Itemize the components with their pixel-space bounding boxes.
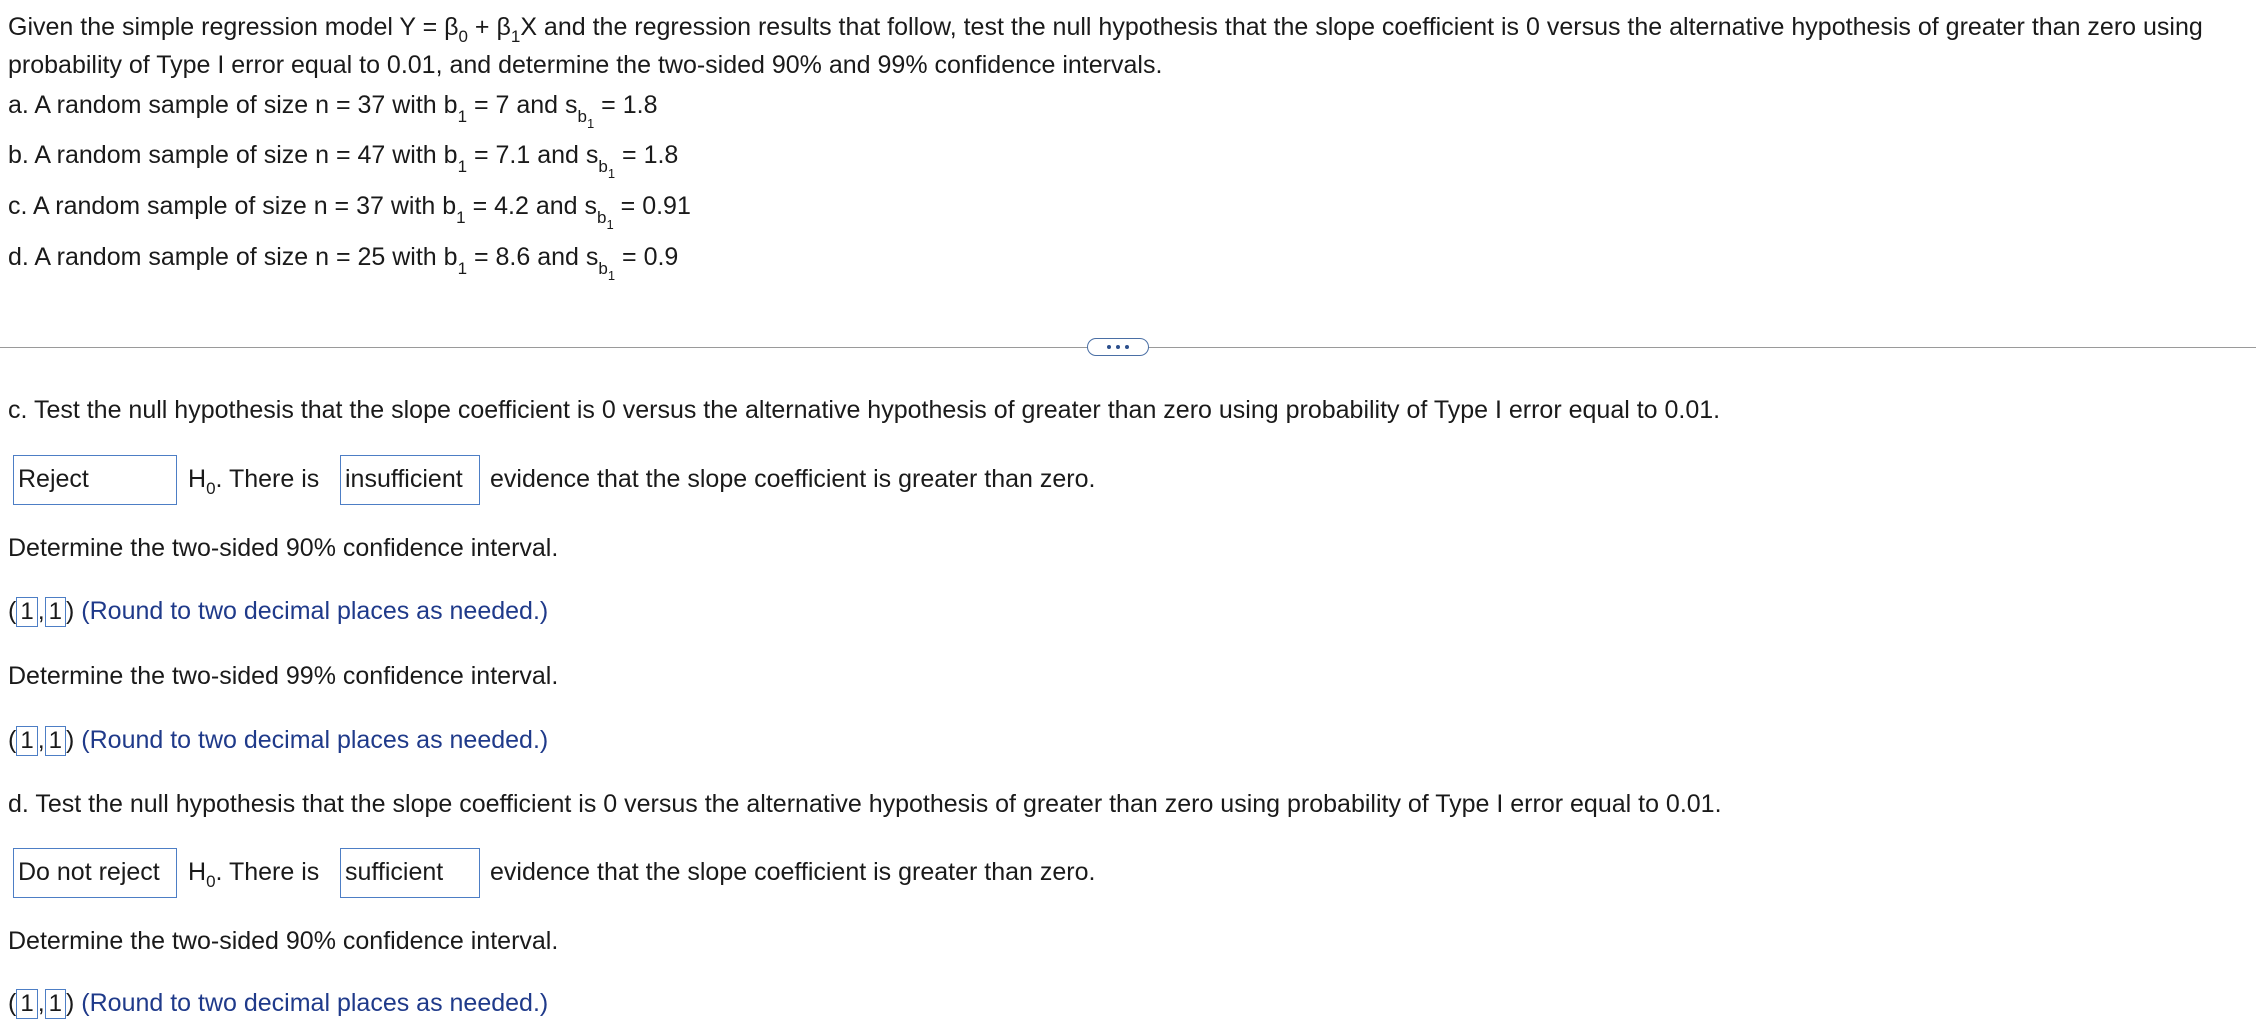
part-d-decision-dropdown[interactable]: Do not reject — [13, 848, 177, 898]
part-c-ci90-label: Determine the two-sided 90% confidence interval. — [8, 534, 559, 562]
problem-statement: Given the simple regression model $Y = \beta_0 + \beta_1X$ and the regression results that follow, test the null hypothesis that the slope coefficient is 0 versus the alternative hypothesis of greater than zero using probability of Type I error equal to 0.01, and determine the two-sided 90% and 99% confidence intervals. — [8, 13, 2203, 79]
case-a: a. A random sample of size n = 37 with $b_1 = 7$ and $s_{b_1} = 1.8$ — [8, 91, 658, 131]
part-c-ci99-lower-input[interactable]: 1 — [16, 726, 37, 756]
rounding-hint: (Round to two decimal places as needed.) — [81, 597, 549, 625]
part-c-ci90-lower-input[interactable]: 1 — [16, 597, 37, 627]
part-d-ci90-label: Determine the two-sided 90% confidence interval. — [8, 927, 559, 955]
part-c-ci90-upper-input[interactable]: 1 — [45, 597, 66, 627]
part-d-ci90-row: ( 1 , 1 ) (Round to two decimal places as needed.) — [8, 989, 549, 1018]
part-c-ci99-row: ( 1 , 1 ) (Round to two decimal places as needed.) — [8, 726, 549, 755]
part-c-h0-text: $H_0$. There is — [188, 465, 320, 498]
part-c-decision-dropdown[interactable]: Reject — [13, 455, 177, 505]
part-c-ci99-label: Determine the two-sided 99% confidence interval. — [8, 662, 559, 690]
part-d-ci90-upper-input[interactable]: 1 — [45, 989, 66, 1019]
case-d: d. A random sample of size n = 25 with $b_1 = 8.6$ and $s_{b_1} = 0.9$ — [8, 243, 679, 283]
part-c-conclusion-tail: evidence that the slope coefficient is greater than zero. — [490, 465, 1096, 493]
rounding-hint: (Round to two decimal places as needed.) — [81, 726, 549, 754]
part-d-ci90-lower-input[interactable]: 1 — [16, 989, 37, 1019]
rounding-hint: (Round to two decimal places as needed.) — [81, 989, 549, 1017]
part-d-h0-text: $H_0$. There is — [188, 858, 320, 891]
expand-more-button[interactable] — [1087, 338, 1149, 356]
part-d-conclusion-tail: evidence that the slope coefficient is greater than zero. — [490, 858, 1096, 886]
part-c-question: c. Test the null hypothesis that the slope coefficient is 0 versus the alternative hypothesis of greater than zero using probability of Type I error equal to 0.01. — [8, 396, 1721, 424]
case-c: c. A random sample of size n = 37 with $b_1 = 4.2$ and $s_{b_1} = 0.91$ — [8, 192, 691, 232]
part-c-ci90-row: ( 1 , 1 ) (Round to two decimal places as needed.) — [8, 597, 549, 626]
dot-icon — [1107, 345, 1111, 349]
part-d-question: d. Test the null hypothesis that the slope coefficient is 0 versus the alternative hypothesis of greater than zero using probability of Type I error equal to 0.01. — [8, 790, 1722, 818]
part-d-evidence-dropdown[interactable]: sufficient — [340, 848, 480, 898]
part-c-evidence-dropdown[interactable]: insufficient — [340, 455, 480, 505]
dot-icon — [1125, 345, 1129, 349]
dot-icon — [1116, 345, 1120, 349]
part-c-ci99-upper-input[interactable]: 1 — [45, 726, 66, 756]
case-b: b. A random sample of size n = 47 with $b_1 = 7.1$ and $s_{b_1} = 1.8$ — [8, 141, 679, 181]
